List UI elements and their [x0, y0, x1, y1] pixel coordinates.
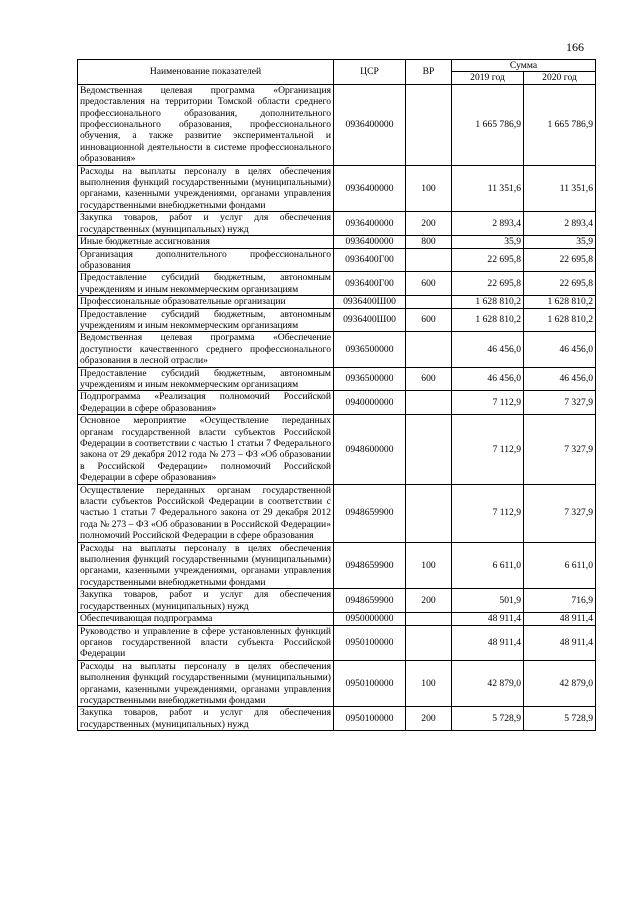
row-sum-2020: 7 327,9	[524, 484, 596, 542]
row-sum-2020: 22 695,8	[524, 272, 596, 296]
row-csr: 0936400Г00	[334, 272, 406, 296]
table-row	[78, 367, 596, 391]
row-sum-2019: 1 628 810,2	[452, 308, 524, 332]
row-csr: 0936500000	[334, 367, 406, 391]
row-name: Расходы на выплаты персоналу в целях обеспечения выполнения функций государственными (муниципальными) органами, казенными учреждениями, органами управления государственными внебюджетными фондами	[78, 165, 334, 212]
row-sum-2020: 7 327,9	[524, 415, 596, 484]
row-vr: 200	[406, 707, 452, 731]
row-name: Предоставление субсидий бюджетным, автономным учреждениям и иным некоммерческим организациям	[78, 367, 334, 391]
table-row	[78, 589, 596, 613]
row-sum-2019: 22 695,8	[452, 248, 524, 272]
row-csr: 0936400000	[334, 165, 406, 212]
row-name: Ведомственная целевая программа «Организация предоставления на территории Томской области среднего профессионального образования, дополнительного профессионального образования, профессионального обучения, а также развитие экспериментальной и инновационной деятельности в системе профессионального образования»	[78, 84, 334, 165]
row-csr: 0950000000	[334, 613, 406, 625]
header-year-2019: 2019 год	[452, 72, 524, 84]
row-sum-2020: 7 327,9	[524, 391, 596, 415]
row-name: Закупка товаров, работ и услуг для обеспечения государственных (муниципальных) нужд	[78, 707, 334, 731]
row-csr: 0948659900	[334, 484, 406, 542]
table-row	[78, 84, 596, 165]
row-sum-2019: 1 628 810,2	[452, 296, 524, 308]
row-vr	[406, 415, 452, 484]
row-name: Осуществление переданных органам государственной власти субъектов Российской Федерации в соответствии с частью 1 статьи 7 Федерального закона от 29 декабря 2012 года № 273 – ФЗ «Об образовании в Российской Федерации» полномочий Российской Федерации в сфере образования	[78, 484, 334, 542]
row-sum-2019: 48 911,4	[452, 613, 524, 625]
row-sum-2020: 48 911,4	[524, 613, 596, 625]
row-sum-2019: 35,9	[452, 236, 524, 248]
header-sum: Сумма	[452, 60, 596, 72]
table-row	[78, 660, 596, 707]
row-sum-2019: 7 112,9	[452, 391, 524, 415]
row-vr	[406, 248, 452, 272]
row-vr: 100	[406, 660, 452, 707]
row-name: Основное мероприятие «Осуществление переданных органам государственной власти субъектов Российской Федерации в соответствии с частью 1 статьи 7 Федерального закона от 29 декабря 2012 года № 273 – ФЗ «Об образовании в Российской Федерации» полномочий Российской Федерации в сфере образования»	[78, 415, 334, 484]
table-row	[78, 484, 596, 542]
row-name: Ведомственная целевая программа «Обеспечение доступности качественного среднего профессионального образования в лесной отрасли»	[78, 332, 334, 367]
row-csr: 0936400000	[334, 236, 406, 248]
row-sum-2019: 42 879,0	[452, 660, 524, 707]
row-vr	[406, 332, 452, 367]
row-name: Расходы на выплаты персоналу в целях обеспечения выполнения функций государственными (муниципальными) органами, казенными учреждениями, органами управления государственными внебюджетными фондами	[78, 542, 334, 589]
table-row	[78, 542, 596, 589]
row-sum-2020: 5 728,9	[524, 707, 596, 731]
row-sum-2019: 11 351,6	[452, 165, 524, 212]
row-sum-2020: 1 628 810,2	[524, 296, 596, 308]
table-row	[78, 415, 596, 484]
row-name: Организация дополнительного профессионального образования	[78, 248, 334, 272]
table-row	[78, 308, 596, 332]
row-sum-2019: 48 911,4	[452, 625, 524, 660]
table-row	[78, 707, 596, 731]
row-vr: 800	[406, 236, 452, 248]
row-sum-2019: 7 112,9	[452, 484, 524, 542]
row-sum-2019: 46 456,0	[452, 332, 524, 367]
row-vr	[406, 391, 452, 415]
row-sum-2019: 501,9	[452, 589, 524, 613]
row-sum-2020: 46 456,0	[524, 367, 596, 391]
row-sum-2020: 2 893,4	[524, 212, 596, 236]
table-row	[78, 296, 596, 308]
row-vr	[406, 625, 452, 660]
row-csr: 0936400000	[334, 84, 406, 165]
row-name: Расходы на выплаты персоналу в целях обеспечения выполнения функций государственными (муниципальными) органами, казенными учреждениями, органами управления государственными внебюджетными фондами	[78, 660, 334, 707]
row-sum-2020: 22 695,8	[524, 248, 596, 272]
row-csr: 0940000000	[334, 391, 406, 415]
table-header	[78, 60, 596, 85]
row-name: Закупка товаров, работ и услуг для обеспечения государственных (муниципальных) нужд	[78, 589, 334, 613]
row-name: Предоставление субсидий бюджетным, автономным учреждениям и иным некоммерческим организациям	[78, 308, 334, 332]
header-vr: ВР	[406, 60, 452, 85]
row-vr: 600	[406, 367, 452, 391]
row-sum-2019: 6 611,0	[452, 542, 524, 589]
row-sum-2020: 1 665 786,9	[524, 84, 596, 165]
header-csr: ЦСР	[334, 60, 406, 85]
table-row	[78, 248, 596, 272]
row-sum-2019: 5 728,9	[452, 707, 524, 731]
row-vr	[406, 84, 452, 165]
row-vr: 600	[406, 308, 452, 332]
budget-table	[77, 59, 596, 731]
row-csr: 0948600000	[334, 415, 406, 484]
row-name: Иные бюджетные ассигнования	[78, 236, 334, 248]
row-vr	[406, 296, 452, 308]
row-sum-2020: 716,9	[524, 589, 596, 613]
row-vr: 100	[406, 165, 452, 212]
table-row	[78, 613, 596, 625]
row-sum-2019: 22 695,8	[452, 272, 524, 296]
row-csr: 0950100000	[334, 625, 406, 660]
page-number: 166	[566, 40, 584, 54]
row-csr: 0936400Ш00	[334, 308, 406, 332]
row-sum-2019: 2 893,4	[452, 212, 524, 236]
row-name: Закупка товаров, работ и услуг для обеспечения государственных (муниципальных) нужд	[78, 212, 334, 236]
row-csr: 0948659900	[334, 589, 406, 613]
row-sum-2020: 6 611,0	[524, 542, 596, 589]
row-sum-2020: 46 456,0	[524, 332, 596, 367]
row-name: Профессиональные образовательные организации	[78, 296, 334, 308]
row-name: Обеспечивающая подпрограмма	[78, 613, 334, 625]
row-csr: 0936500000	[334, 332, 406, 367]
row-vr	[406, 484, 452, 542]
row-vr: 600	[406, 272, 452, 296]
table-row	[78, 236, 596, 248]
row-sum-2020: 11 351,6	[524, 165, 596, 212]
table-row	[78, 272, 596, 296]
header-name: Наименование показателей	[78, 60, 334, 85]
row-sum-2020: 48 911,4	[524, 625, 596, 660]
row-csr: 0936400Г00	[334, 248, 406, 272]
row-name: Руководство и управление в сфере установленных функций органов государственной власти субъекта Российской Федерации	[78, 625, 334, 660]
row-vr: 100	[406, 542, 452, 589]
row-sum-2019: 46 456,0	[452, 367, 524, 391]
row-csr: 0950100000	[334, 707, 406, 731]
table-row	[78, 212, 596, 236]
table-row	[78, 165, 596, 212]
row-csr: 0948659900	[334, 542, 406, 589]
row-sum-2020: 35,9	[524, 236, 596, 248]
header-year-2020: 2020 год	[524, 72, 596, 84]
row-vr: 200	[406, 212, 452, 236]
row-sum-2020: 42 879,0	[524, 660, 596, 707]
row-sum-2020: 1 628 810,2	[524, 308, 596, 332]
row-csr: 0936400Ш00	[334, 296, 406, 308]
row-name: Предоставление субсидий бюджетным, автономным учреждениям и иным некоммерческим организациям	[78, 272, 334, 296]
row-name: Подпрограмма «Реализация полномочий Российской Федерации в сфере образования»	[78, 391, 334, 415]
table-body	[78, 84, 596, 730]
table-row	[78, 391, 596, 415]
row-csr: 0936400000	[334, 212, 406, 236]
row-vr: 200	[406, 589, 452, 613]
row-sum-2019: 1 665 786,9	[452, 84, 524, 165]
row-csr: 0950100000	[334, 660, 406, 707]
row-vr	[406, 613, 452, 625]
row-sum-2019: 7 112,9	[452, 415, 524, 484]
table-row	[78, 625, 596, 660]
table-row	[78, 332, 596, 367]
